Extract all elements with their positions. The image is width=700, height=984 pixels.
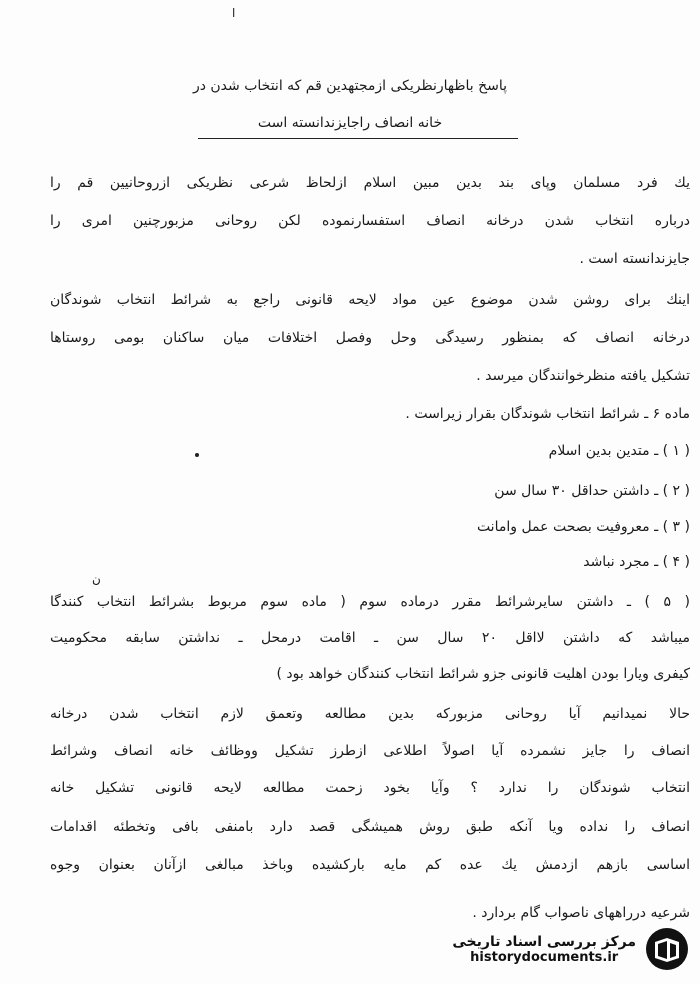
- body-line-16: انصاف را جایز نشمرده آیا اصولاً اطلاعی ازطرز تشکیل ووظائف خانه انصاف وشرائط: [50, 743, 690, 759]
- archive-book-logo-icon: [644, 926, 690, 972]
- document-title-line-1: پاسخ باظهارنظریکی ازمجتهدین قم که انتخاب شدن در: [192, 78, 508, 94]
- watermark: [452, 926, 690, 972]
- list-item-5: ( ۵ ) ـ داشتن سایرشرائط مقرر درماده سوم ( ماده سوم مربوط بشرائط انتخاب کنندگا: [50, 594, 690, 610]
- body-line-6: تشکیل یافته منظرخوانندگان میرسد .: [476, 368, 690, 384]
- watermark-url: historydocuments.ir: [470, 949, 619, 965]
- body-line-5: درخانه انصاف که بمنظور رسیدگی وحل وفصل اختلافات میان ساکنان بومی روستاها: [50, 330, 690, 346]
- margin-letter-mark: ن: [92, 572, 101, 586]
- body-line-17: انتخاب شوندگان را ندارد ؟ وآیا بخود زحمت مطالعه لایحه قانونی تشکیل خانه: [50, 780, 690, 796]
- margin-tick-mark: ا: [232, 6, 236, 20]
- watermark-text: [452, 934, 636, 965]
- body-line-4: اینك برای روشن شدن موضوع عین مواد لایحه قانونی راجع به شرائط انتخاب شوندگان: [50, 292, 690, 308]
- watermark-name: مرکز بررسی اسناد تاریخی: [452, 933, 636, 950]
- body-line-15: حالا نمیدانیم آیا روحانی مزبورکه بدین مطالعه وتعمق لازم انتخاب شدن درخانه: [50, 706, 690, 722]
- body-line-1: یك فرد مسلمان وپای بند بدین مبین اسلام ازلحاظ شرعی نظریکی ازروحانیین قم را: [50, 175, 690, 191]
- body-line-14: کیفری ویارا بودن اهلیت قانونی جزو شرائط انتخاب کنندگان خواهد بود ): [276, 666, 690, 682]
- body-line-18: انصاف را نداده ویا آنکه طبق روش همیشگی قصد دارد بامنفی بافی وتخطئه اقدامات: [50, 819, 690, 835]
- article-heading: ماده ۶ ـ شرائط انتخاب شوندگان بقرار زیراست .: [405, 406, 690, 422]
- document-title-line-2: خانه انصاف راجایزندانسته است: [257, 115, 443, 131]
- body-line-13: میباشد که داشتن لااقل ۲۰ سال سن ـ اقامت درمحل ـ نداشتن سابقه محکومیت: [50, 630, 690, 646]
- body-line-20: شرعیه درراههای ناصواب گام بردارد .: [472, 905, 690, 921]
- list-item-1: ( ۱ ) ـ متدین بدین اسلام: [548, 443, 690, 459]
- list-item-3: ( ۳ ) ـ معروفیت بصحت عمل وامانت: [476, 519, 690, 535]
- body-line-3: جایزندانسته است .: [579, 251, 690, 267]
- title-underline: [198, 138, 518, 139]
- list-item-4: ( ۴ ) ـ مجرد نباشد: [583, 554, 690, 570]
- body-line-2: درباره انتخاب شدن درخانه انصاف استفسارنموده لکن روحانی مزبورچنین امری را: [50, 213, 690, 229]
- body-line-19: اساسی بازهم ازدمش یك عده کم مایه بارکشیده وباخذ مبالغی ازآنان بعنوان وجوه: [50, 857, 690, 873]
- list-item-2: ( ۲ ) ـ داشتن حداقل ۳۰ سال سن: [494, 483, 690, 499]
